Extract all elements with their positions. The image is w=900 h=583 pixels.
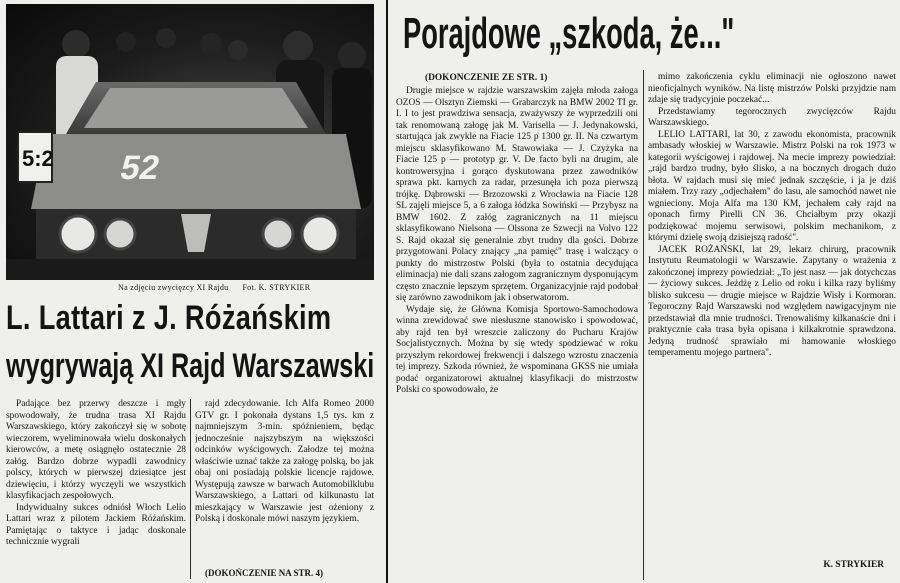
paragraph: rajd zdecydowanie. Ich Alfa Romeo 2000 GTV gr. I pokonała dystans 1,5 tys. km z najmniejszym 3-min. spóźnieniem, będąc jednocześnie najszybszym na większości odcinków wyścigowych. Załodze tej można właściwie uznać także za załogę polską, bo jak obaj oni posiadają polskie licencje rajdowe. Występują zawsze w barwach Automobilklubu Warszawskiego, a Lattari od kilkunastu lat mieszkający w Warszawie jest ożeniony z Polską i doskonale mówi naszym językiem. bbox=[195, 399, 374, 524]
paragraph: Padające bez przerwy deszcze i mgły spowodowały, że trudna trasa XI Rajdu Warszawskiego, który zakończył się w sobotę wieczorem, wyeliminowała wielu doskonałych kierowców, a metę osiągnęło ostatecznie 28 załóg. Bardzo dobrze wypadli zawodnicy polscy, których w pierwszej dziesiątce jest dziewięciu, i którzy wyczęyli we wszystkich klasyfikacjach zespołowych. bbox=[6, 399, 186, 501]
column-divider bbox=[190, 399, 191, 579]
paragraph: mimo zakończenia cyklu eliminacji nie ogłoszono nawet nieoficjalnych wyników. Na listę mistrzów Polski przyjdzie nam zdaje się tradycyjnie poczekać... bbox=[648, 72, 896, 105]
rally-winners-photo bbox=[6, 4, 374, 280]
paragraph: Wydaje się, że Główna Komisja Sportowo-Samochodowa winna zrewidować swe niesłuszne stanowisko i spowodować, aby rajd ten był wreszcie zaliczony do Pucharu Krajów Socjalistycznych. Można by się wtedy spodziewać w roku przyszłym rekordowej frekwencji i dalszego wzrostu znaczenia tej imprezy. Szkoda również, że wspominana GKSS nie umiała podać organizatorowi aktualnej klasyfikacji do mistrzostw Polski co spowodowało, że bbox=[396, 304, 638, 395]
right-article-title: Porajdowe „szkoda, że..." bbox=[403, 9, 735, 58]
hood-number: 52 bbox=[117, 149, 163, 187]
continued-from-note: (DOKOŃCZENIE ZE STR. 1) bbox=[425, 73, 548, 83]
left-article-column-1 bbox=[6, 399, 186, 579]
author-signature: K. STRYKIER bbox=[823, 560, 884, 570]
paragraph: LELIO LATTARI, lat 30, z zawodu ekonomista, pracownik ambasady włoskiej w Warszawie. Mistrz Polski na rok 1973 w kategorii wyścigowej i rajdowej. Na mecie imprezy powiedział: „rajd bardzo trudny, było ślisko, a na bocznych drogach dużo błota. W rajdach musi się mieć jednak szczęście, i ja je dziś miałem. Trzy razy „odjechałem" do lasu, ale samochód nawet nie wgnieciony. Moja Alfa ma 130 KM, jechałem cały rajd na oponach firmy Pirelli CN 36. Chciałbym przy okazji podziękować mojemu serwisowi, polskim mechanikom, z którymi dzielę swoją dzisiejszą radość". bbox=[648, 129, 896, 243]
photo-credit: Fot. K. STRYKIER bbox=[242, 283, 311, 292]
right-article-column-2 bbox=[648, 72, 896, 558]
caption-text: Na zdjęciu zwycięzcy XI Rajdu bbox=[118, 283, 229, 292]
paragraph: Drugie miejsce w rajdzie warszawskim zajęła młoda załoga OZOS — Olsztyn Ziemski — Grabarczyk na BMW 2002 TI gr. I. I to jest prawdziwa sensacja, zważywszy że wyprzedzili oni tak renomowaną załogę jak M. Varisella — J. Jedynakowski, startująca jak zwykle na Fiacie 125 p 1300 gr. II. Na czwartym miejscu sklasyfikowano M. Stawowiaka — J. Czyżyka na Fiacie 125 p — prototyp gr. V. De facto byli na drugim, ale kontrowersyjna i gorąco dyskutowana przez zawodników sprawa pkt. karnych za radar, przesunęła ich poza pierwszą trójkę. Dąbrowski — Brzozowski z Wrocławia na Fiacie 128 SL zajęli miejsce 5, a 6 załoga łódzka Sowiński — Przybysz na BMW 1602. Z załóg zagranicznych na 11 miejscu sklasyfikowano Nielsona — Olssona ze Szwecji na Volvo 122 S. Rajd okazał się generalnie zbyt trudny dla gości. Dobrze przygotowani Polacy znający „na pamięć" trasę i walczący o punkty do mistrzostw Polski (była to ostatnia decydująca eliminacja) nie dali szans załogom zagranicznym dysponującym często znacznie lepszym sprzętem. Organizacyjnie rajd podobał się zarówno zawodnikom jak i obserwatorom. bbox=[396, 86, 638, 303]
column-divider bbox=[643, 70, 644, 580]
paragraph: Przedstawiamy tegorocznych zwycięzców Rajdu Warszawskiego. bbox=[648, 106, 896, 128]
continued-note: (DOKOŃCZENIE NA STR. 4) bbox=[205, 568, 324, 578]
door-number: 5:2 bbox=[22, 146, 54, 171]
left-article-column-2 bbox=[195, 399, 374, 567]
photo-caption bbox=[118, 283, 374, 292]
page-divider bbox=[386, 0, 388, 583]
paragraph: JACEK ROŻAŃSKI, lat 29, lekarz chirurg, pracownik Instytutu Reumatologii w Warszawie. Zapytany o wrażenia z zakończonej imprezy powiedział: „To jest nasz — jak dotychczas — życiowy sukces. Jeżdżę z Lelio od roku i kilka razy byliśmy blisko sukcesu — drugie miejsce w Rajdzie Wisły i Kormoran. Tegoroczny Rajd Warszawski nod względem nawigacyjnym nie przedstawiał dla mnie trudności. Trenowaliśmy kilkanaście dni i praktycznie cała trasa była opisana i kilkakrotnie sprawdzona. Jedyną trudność sprawiało mi hamowanie włoskiego temperamentu mojego partnera". bbox=[648, 244, 896, 358]
right-article-column-1 bbox=[396, 86, 638, 580]
paragraph: Indywidualny sukces odniósł Włoch Lelio Lattari wraz z pilotem Jackiem Różańskim. Pamiętając o taktyce i jadąc doskonale technicznie wygrali bbox=[6, 502, 186, 547]
headline-line-2: wygrywają XI Rajd Warszawski bbox=[6, 347, 375, 385]
headline-line-1: L. Lattari z J. Różańskim bbox=[6, 299, 332, 337]
photo-illustration bbox=[6, 4, 374, 280]
